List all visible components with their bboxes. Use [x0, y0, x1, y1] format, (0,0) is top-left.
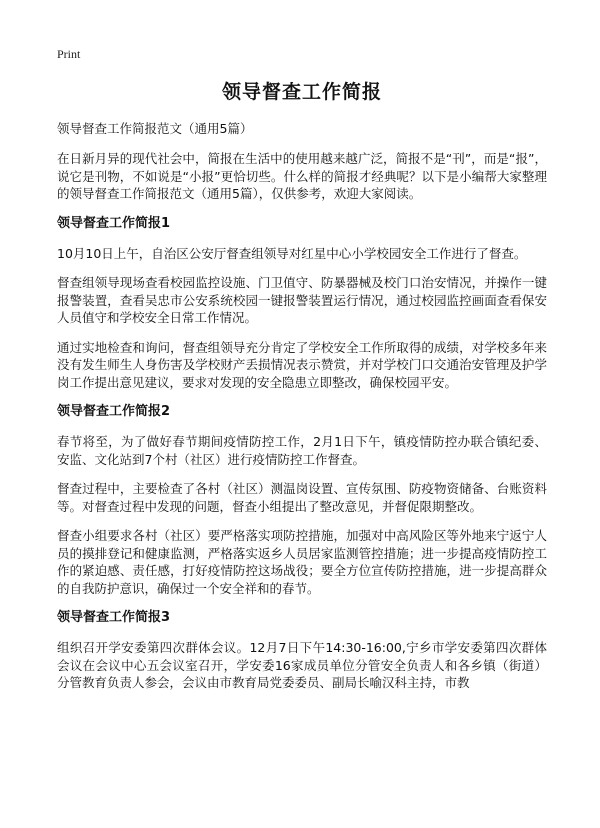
section-2-paragraph-3: 督查小组要求各村（社区）要严格落实项防控措施，加强对中高风险区等外地来宁返宁人员的摸排登记和健康监测，严格落实返乡人员居家监测管控措施；进一步提高疫情防控工作的紧迫感、责任感，打好疫情防控这场战役；要全方位宣传防控措施，进一步提高群众的自我防护意识，确保过一个安全祥和的春节。 — [57, 528, 547, 596]
section-1-paragraph-3: 通过实地检查和询问，督查组领导充分肯定了学校安全工作所取得的成绩，对学校多年来没有发生师生人身伤害及学校财产丢损情况表示赞赏，并对学校门口交通治安管理及护学岗工作提出意见建议，要求对发现的安全隐患立即整改，确保校园平安。 — [57, 339, 547, 390]
intro-paragraph: 在日新月异的现代社会中，简报在生活中的使用越来越广泛，简报不是“刊”，而是“报”，说它是刊物，不如说是“小报”更恰切些。什么样的简报才经典呢？以下是小编帮大家整理的领导督查工作简报范文（通用5篇），仅供参考，欢迎大家阅读。 — [57, 151, 547, 201]
section-3-paragraph-1: 组织召开学安委第四次群体会议。12月7日下午14:30-16:00,宁乡市学安委第四次群体会议在会议中心五会议室召开，学安委16家成员单位分管安全负责人和各乡镇（街道）分管教育负责人参会，会议由市教育局党委委员、副局长喻汉科主持，市教 — [57, 640, 547, 690]
document-body — [57, 150, 547, 704]
section-2-paragraph-2: 督查过程中，主要检查了各村（社区）测温岗设置、宣传氛围、防疫物资储备、台账资料等。对督查过程中发现的问题，督查小组提出了整改意见，并督促限期整改。 — [57, 481, 547, 514]
section-2-paragraph-1: 春节将至，为了做好春节期间疫情防控工作，2月1日下午，镇疫情防控办联合镇纪委、安监、文化站到7个村（社区）进行疫情防控工作督查。 — [57, 434, 547, 467]
document-title: 领导督查工作简报 — [221, 81, 382, 103]
section-1-paragraph-1: 10月10日上午，自治区公安厅督查组领导对红星中心小学校园安全工作进行了督查。 — [57, 245, 527, 261]
section-heading-3: 领导督查工作简报3 — [57, 610, 171, 625]
section-1-paragraph-2: 督查组领导现场查看校园监控设施、门卫值守、防暴器械及校门口治安情况，并操作一键报警装置，查看吴忠市公安系统校园一键报警装置运行情况，通过校园监控画面查看保安人员值守和学校安全日常工作情况。 — [57, 275, 547, 325]
section-heading-1: 领导督查工作简报1 — [57, 215, 171, 231]
document-subtitle: 领导督查工作简报范文（通用5篇） — [57, 121, 253, 136]
print-label: Print — [57, 47, 81, 61]
section-heading-2: 领导督查工作简报2 — [57, 404, 171, 419]
